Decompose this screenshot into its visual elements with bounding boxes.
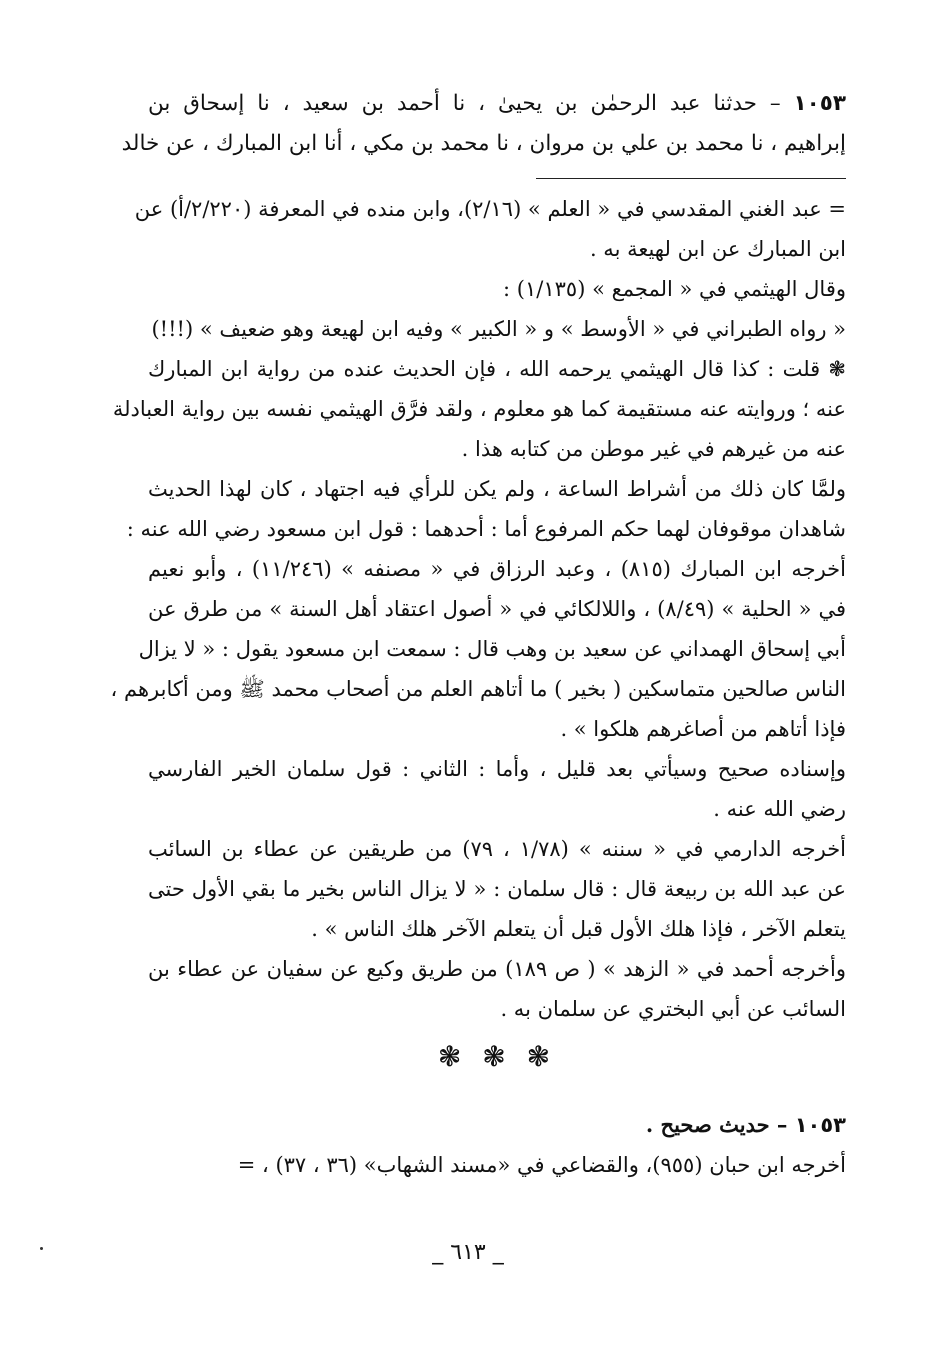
- footnote-line: شاهدان موقوفان لهما حكم المرفوع أما : أحدهما : قول ابن مسعود رضي الله عنه :: [126, 517, 846, 541]
- hadith-line-2: إبراهيم ، نا محمد بن علي بن مروان ، نا محمد بن مكي ، أنا ابن المبارك ، عن خالد: [121, 131, 846, 156]
- footnote-line: عنه ؛ وروايته عنه مستقيمة كما هو معلوم ، ولقد فرَّق الهيثمي نفسه بين رواية العبادلة: [112, 397, 846, 421]
- footnote-line: عنه من غيرهم في غير موطن من كتابه هذا .: [461, 437, 846, 461]
- footnote-line: أبي إسحاق الهمداني عن سعيد بن وهب قال : سمعت ابن مسعود يقول : « لا يزال: [138, 637, 846, 661]
- footnote-line: وإسناده صحيح وسيأتي بعد قليل ، وأما : الثاني : قول سلمان الخير الفارسي: [148, 757, 846, 781]
- grading-text: – حديث صحيح .: [645, 1112, 788, 1137]
- footnote-line: « رواه الطبراني في « الأوسط » و « الكبير » وفيه ابن لهيعة وهو ضعيف » (!!!): [151, 317, 846, 341]
- footnote-line: وأخرجه أحمد في « الزهد » ( ص ١٨٩) من طريق وكيع عن سفيان عن عطاء بن: [148, 957, 846, 981]
- hadith-line-text: – حدثنا عبد الرحمٰن بن يحيىٰ ، نا أحمد بن سعيد ، نا إسحاق بن: [148, 91, 781, 116]
- grading-number: ١٠٥٣: [794, 1113, 846, 1137]
- footnote: [110, 189, 847, 1029]
- footnote-line: السائب عن أبي البختري عن سلمان به .: [500, 997, 846, 1021]
- page-body: [110, 84, 847, 1185]
- footnote-line: رضي الله عنه .: [713, 797, 846, 821]
- margin-dot: [40, 1247, 43, 1250]
- footnote-line: = عبد الغني المقدسي في « العلم » (٢/١٦)، وابن منده في المعرفة (٢/٢٢٠/أ) عن: [134, 197, 846, 221]
- grading-heading: [148, 1105, 846, 1145]
- footnote-line: في « الحلية » (٨/٤٩) ، واللالكائي في « أصول اعتقاد أهل السنة » من طرق عن: [148, 597, 847, 621]
- hadith-text: [121, 84, 846, 164]
- footnote-line: ابن المبارك عن ابن لهيعة به .: [589, 237, 846, 261]
- ornament-divider: ❃ ❃ ❃: [437, 1040, 557, 1073]
- page-number: _ ٦١٣ _: [432, 1240, 504, 1265]
- footnote-line: فإذا أتاهم من أصاغرهم هلكوا » .: [560, 717, 846, 741]
- footnote-line: أخرجه ابن المبارك (٨١٥) ، وعبد الرزاق في « مصنفه » (١١/٢٤٦) ، وأبو نعيم: [148, 557, 846, 581]
- hadith-number: ١٠٥٣: [793, 91, 846, 116]
- footnote-line: ❃ قلت : كذا قال الهيثمي يرحمه الله ، فإن الحديث عنده من رواية ابن المبارك: [148, 357, 846, 381]
- footnote-line: أخرجه الدارمي في « سننه » (١/٧٨ ، ٧٩) من طريقين عن عطاء بن السائب: [148, 837, 847, 861]
- footnote-line: ولمَّا كان ذلك من أشراط الساعة ، ولم يكن للرأي فيه اجتهاد ، كان لهذا الحديث: [148, 477, 846, 501]
- hadith-line-1: [148, 84, 846, 124]
- footnote-separator: [536, 178, 846, 179]
- footnote-line: يتعلم الآخر ، فإذا هلك الأول قبل أن يتعلم الآخر هلك الناس » .: [311, 917, 846, 941]
- footnote-line: عن عبد الله بن ربيعة قال : قال سلمان : « لا يزال الناس بخير ما بقي الأول حتى: [148, 877, 846, 901]
- final-line: أخرجه ابن حبان (٩٥٥)، والقضاعي في «مسند الشهاب» (٣٦ ، ٣٧) ، =: [237, 1153, 846, 1177]
- footnote-line: وقال الهيثمي في « المجمع » (١/١٣٥) :: [503, 277, 846, 301]
- footnote-line: الناس صالحين متماسكين ( بخير ) ما أتاهم العلم من أصحاب محمد ﷺ ومن أكابرهم ،: [110, 677, 846, 701]
